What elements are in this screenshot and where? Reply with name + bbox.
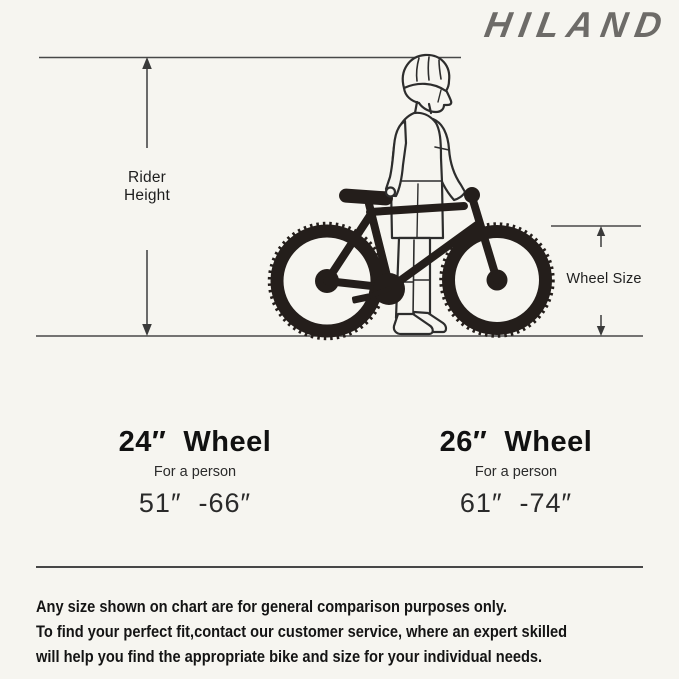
wheel-24-heading: 24″ Wheel [118,426,272,458]
wheel-24-subtitle: For a person [153,464,237,480]
wheel-26-subtitle: For a person [474,464,558,480]
rider-height-label [107,169,187,205]
disclaimer-line-2: To find your perfect fit,contact our customer service, where an expert skilled [36,622,568,641]
divider-line [36,566,643,568]
wheel-size-label: Wheel Size [566,271,642,287]
size-option-24 [45,426,345,518]
size-option-26 [366,426,666,518]
disclaimer-text [36,594,567,669]
brand-logo: HILAND [481,4,673,45]
disclaimer-line-1: Any size shown on chart are for general comparison purposes only. [36,597,507,616]
wheel-26-height-range: 61″ -74″ [459,488,573,518]
disclaimer-line-3: will help you find the appropriate bike and size for your individual needs. [36,647,543,666]
rider-hand [386,188,395,197]
wheel-26-heading: 26″ Wheel [439,426,593,458]
handlebar-grip [464,187,480,203]
rider-height-label-line1: Rider [127,169,167,186]
rider-height-label-line2: Height [123,187,170,204]
wheel-24-height-range: 51″ -66″ [138,488,252,518]
